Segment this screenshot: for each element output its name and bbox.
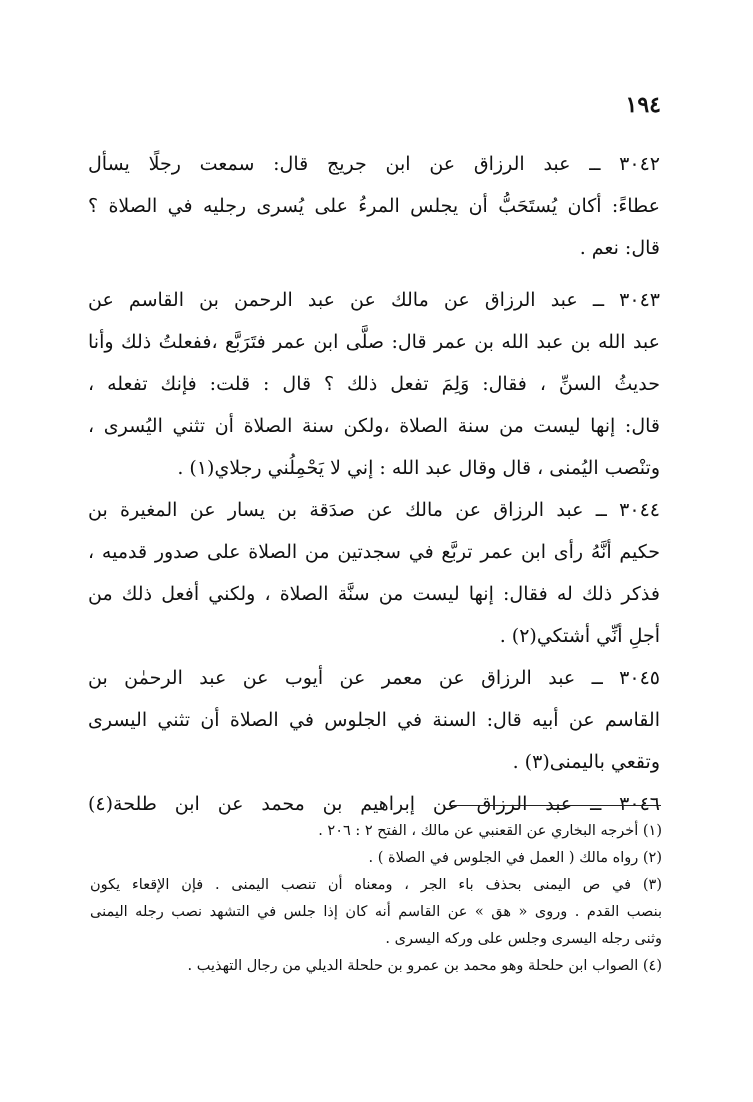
text-line: وتنْصب اليُمنى ، قال وقال عبد الله : إني لا يَحْمِلُني رجلاي(١) . [177, 457, 660, 479]
footnotes-block [90, 818, 662, 980]
footnote-line: (١) أخرجه البخاري عن القعنبي عن مالك ، الفتح ٢ : ٢٠٦ . [318, 823, 662, 839]
text-line: عطاءً: أكان يُستَحَبُّ أن يجلس المرءُ على يُسرى رجليه في الصلاة ؟ [88, 195, 660, 217]
text-line: حكيم أنَّهُ رأى ابن عمر تربَّع في سجدتين من الصلاة على صدور قدميه ، [88, 541, 660, 563]
text-line: القاسم عن أبيه قال: السنة في الجلوس في الصلاة أن تثني اليسرى [88, 709, 660, 731]
text-line: فذكر ذلك له فقال: إنها ليست من سنَّة الصلاة ، ولكني أفعل ذلك من [88, 583, 660, 605]
text-line: ٣٠٤٢ ــ عبد الرزاق عن ابن جريج قال: سمعت رجلًا يسأل [88, 153, 660, 175]
text-line: ٣٠٤٣ ــ عبد الرزاق عن مالك عن عبد الرحمن بن القاسم عن [88, 289, 660, 311]
text-line: قال: إنها ليست من سنة الصلاة ،ولكن سنة الصلاة أن تثني اليُسرى ، [88, 415, 660, 437]
text-line: حديثُ السنِّ ، فقال: وَلِمَ تفعل ذلك ؟ قال : قلت: فإنك تفعله ، [88, 373, 660, 395]
text-line: ٣٠٤٤ ــ عبد الرزاق عن مالك عن صدَقة بن يسار عن المغيرة بن [88, 499, 660, 521]
paragraph-gap [88, 269, 660, 279]
text-line: أجلِ أنِّي أشتكي(٢) . [499, 625, 660, 647]
footnote-separator [449, 805, 661, 806]
footnote-line: وثنى رجله اليسرى وجلس على وركه اليسرى . [385, 931, 662, 947]
text-line: ٣٠٤٦ ــ عبد الرزاق عن إبراهيم بن محمد عن ابن طلحة(٤) [88, 793, 660, 815]
hadith-text-body [88, 143, 660, 825]
text-line: وتقعي باليمنى(٣) . [512, 751, 660, 773]
text-line: قال: نعم . [579, 237, 660, 259]
text-line: ٣٠٤٥ ــ عبد الرزاق عن معمر عن أيوب عن عبد الرحمٰن بن [88, 667, 660, 689]
text-line: عبد الله بن عبد الله بن عمر قال: صلَّى ابن عمر فتَرَبَّع ،ففعلتُ ذلك وأنا [88, 331, 660, 353]
footnote-line: بنصب القدم . وروى « هق » عن القاسم أنه كان إذا جلس في التشهد نصب رجله اليمنى [90, 904, 662, 920]
footnote-line: (٢) رواه مالك ( العمل في الجلوس في الصلاة ) . [368, 850, 662, 866]
footnote-line: (٣) في ص اليمنى بحذف باء الجر ، ومعناه أن تنصب اليمنى . فإن الإقعاء يكون [90, 877, 662, 893]
footnote-line: (٤) الصواب ابن حلحلة وهو محمد بن عمرو بن حلحلة الديلي من رجال التهذيب . [187, 958, 662, 974]
page-number: ١٩٤ [625, 92, 661, 118]
